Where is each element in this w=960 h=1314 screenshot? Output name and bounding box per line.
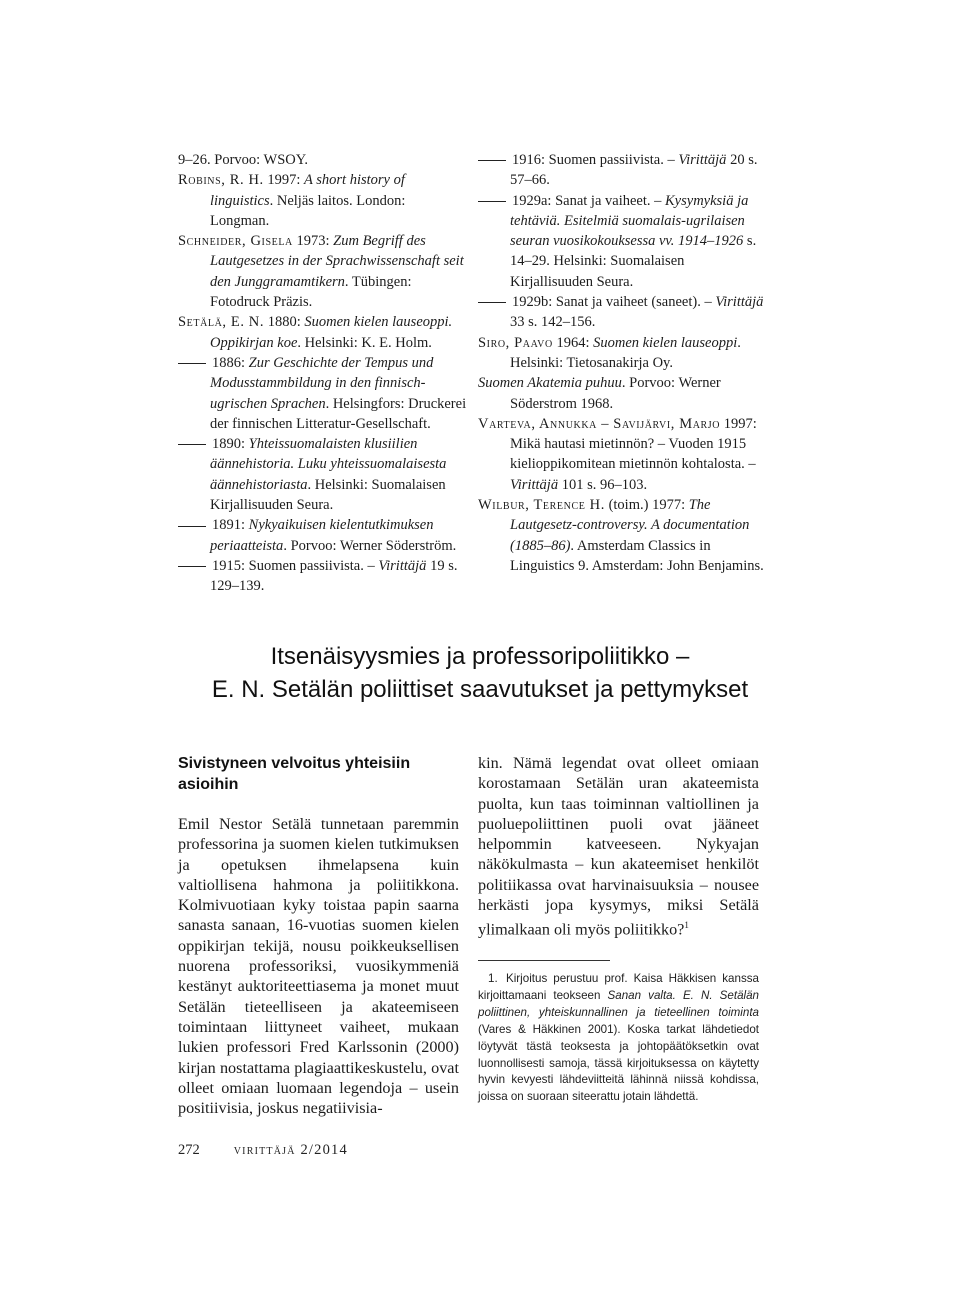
reference-text: 1880: (264, 314, 305, 331)
reference-entry (478, 150, 768, 191)
body-paragraph-right-text: kin. Nämä legendat ovat olleet omiaan korostamaan Setälän uran akateemista puolta, kun taas toiminnan valtiollinen ja puoluepoliittinen puoli ovat jääneet helpommin katveeseen. Nykyajan näkökulmasta – kun akateemiset henkilöt politiikassa ovat harvinaisuuksia – nousee herkästi jopa kysymys, miksi Setälä ylimalkaan oli myös poliitikko? (478, 754, 759, 939)
reference-author: Varteva, Annukka – Savijärvi, Marjo (478, 415, 721, 432)
reference-title: The Lautgesetz-controversy. A documentation (1885–86) (510, 497, 750, 554)
reference-text: 19 s. 129–139. (210, 557, 458, 595)
repeat-author-dash (478, 302, 506, 303)
reference-author: Robins, R. H. (178, 172, 264, 189)
repeat-author-dash (478, 201, 506, 202)
reference-text: . Amsterdam Classics in Linguistics 9. Amsterdam: John Benjamins. (510, 537, 764, 574)
reference-text: . Helsinki: Tietosanakirja Oy. (510, 334, 741, 371)
reference-entry (178, 312, 468, 353)
reference-text: 1891: (212, 517, 249, 534)
reference-text: . Helsinki: K. E. Holm. (297, 334, 432, 351)
reference-text: (toim.) 1977: (604, 497, 689, 514)
reference-title: Yhteissuomalaisten klusiilien äännehistoria. Luku yhteissuomalaisesta äännehistoriasta (210, 436, 447, 493)
reference-text: . Helsingfors: Druckerei der finnischen Litteratur-Gesellschaft. (210, 395, 467, 432)
reference-entry (478, 191, 768, 292)
references-right-column (478, 150, 768, 576)
reference-entry (178, 150, 468, 170)
reference-text: 101 s. 96–103. (558, 476, 648, 493)
reference-title: Virittäjä (715, 294, 764, 311)
reference-title: Virittäjä (510, 476, 559, 493)
article-title (130, 640, 830, 706)
article-title-line1: Itsenäisyysmies ja professoripoliitikko – (270, 643, 690, 670)
reference-text: . Tübingen: Fotodruck Präzis. (210, 273, 412, 311)
reference-title: A short history of linguistics (210, 172, 405, 209)
reference-text: 1973: (292, 233, 334, 250)
reference-text: 1964: (552, 334, 594, 351)
reference-text: . Porvoo: Werner Söderstrom 1968. (510, 375, 721, 412)
reference-text: 1997: Mikä hautasi mietinnön? – Vuoden 1915 kielioppikomitean mietinnön kohtalosta. – (510, 415, 757, 473)
reference-entry (178, 353, 468, 434)
reference-title: Virittäjä (378, 557, 427, 574)
footnote (478, 971, 759, 1106)
reference-title: Suomen Akatemia puhuu (478, 375, 622, 392)
reference-title: Virittäjä (678, 152, 727, 168)
body-paragraph-right (478, 753, 759, 940)
reference-text: . Helsinki: Suomalaisen Kirjallisuuden Seura. (210, 476, 446, 514)
page-number: 272 (178, 1142, 200, 1158)
reference-entry (478, 414, 768, 495)
footnote-text-b: (Vares & Häkkinen 2001). Koska tarkat lähdetiedot löytyvät tästä teoksesta ja johtopäätöksetkin ovat luonnollisesti samoja, tässä kirjoituksessa on käytetty hyvin kevyesti lähdeviitteitä lähinnä niissä kohdissa, joissa on suoraan siteerattu jotain lähdettä. (478, 1022, 759, 1104)
reference-text: s. 14–29. Helsinki: Suomalaisen Kirjallisuuden Seura. (510, 233, 757, 290)
reference-entry (178, 515, 468, 556)
body-paragraph-left: Emil Nestor Setälä tunnetaan paremmin professorina ja suomen kielen tutkimuksen ja opetuksen ihmelapsena kuin valtiollisena hahmona ja poliitikkona. Kolmivuotiaan kyky toistaa papin saarna sanasta sanaan, 16-vuotias suomen kielen oppikirjan tekijä, nousu poikkeuksellisen nuorena professoriksi, vuosikymmeniä kestänyt auktoriteettiasema ja monet muut Setälän tieteelliseen ja akateemiseen toimintaan liittyneet vaiheet, mukaan lukien professori Fred Karlssonin (2000) kirjan nostattama plagiaattikeskustelu, ovat olleet omiaan luomaan legendoja – usein positiivisia, joskus negatiivisia- (178, 815, 459, 1118)
reference-title: Zum Begriff des Lautgesetzes in der Sprachwissenschaft seit den Junggramamtikern (210, 233, 464, 290)
reference-text: 20 s. 57–66. (510, 152, 758, 189)
reference-title: Suomen kielen lauseoppi (593, 334, 738, 351)
reference-text: 33 s. 142–156. (510, 314, 596, 331)
repeat-author-dash (178, 363, 206, 364)
reference-entry (178, 556, 468, 597)
footnote-rule (478, 960, 610, 961)
references-left-column (178, 150, 468, 597)
reference-entry (178, 434, 468, 515)
page-footer (178, 1142, 348, 1159)
reference-author: Schneider, Gisela (178, 233, 293, 250)
reference-text: 9–26. Porvoo: WSOY. (178, 152, 308, 168)
reference-text: . Neljäs laitos. London: Longman. (210, 192, 406, 229)
footnote-cited-title: Sanan valta. E. N. Setälän poliittinen, yhteiskunnallinen ja tieteellinen toiminta (478, 988, 759, 1019)
reference-text: 1929b: Sanat ja vaiheet (saneet). – (512, 294, 716, 311)
repeat-author-dash (178, 566, 206, 567)
reference-author: Siro, Paavo (478, 334, 553, 351)
reference-text: . Porvoo: Werner Söderström. (283, 537, 457, 554)
article-title-line2: E. N. Setälän poliittiset saavutukset ja pettymykset (211, 676, 749, 703)
repeat-author-dash (478, 160, 506, 161)
reference-entry (178, 231, 468, 312)
journal-name: virittäjä 2/2014 (233, 1142, 348, 1158)
footnote-number: 1. (488, 972, 498, 985)
reference-title: Suomen kielen lauseoppi. Oppikirjan koe (210, 314, 453, 351)
reference-text: 1915: Suomen passiivista. – (212, 557, 379, 574)
repeat-author-dash (178, 526, 206, 527)
reference-text: 1916: Suomen passiivista. – (512, 152, 679, 168)
reference-entry (478, 373, 768, 414)
reference-entry (478, 495, 768, 576)
reference-title: Kysymyksiä ja tehtäviä. Esitelmiä suomalais-ugrilaisen seuran vuosikokouksessa vv. 1914–1926 (510, 192, 749, 250)
reference-entry (478, 292, 768, 333)
section-heading: Sivistyneen velvoitus yhteisiin asioihin (178, 755, 411, 793)
reference-author: Wilbur, Terence H. (478, 497, 605, 514)
reference-author: Setälä, E. N. (178, 314, 265, 331)
reference-entry (178, 170, 468, 231)
reference-title: Nykyaikuisen kielentutkimuksen periaatteista (210, 517, 434, 554)
reference-text: 1890: (212, 436, 249, 453)
reference-text: 1997: (263, 172, 305, 189)
repeat-author-dash (178, 444, 206, 445)
footnote-mark: 1 (684, 920, 689, 931)
reference-text: 1886: (212, 354, 249, 371)
reference-entry (478, 333, 768, 374)
footnote-text-a: Kirjoitus perustuu prof. Kaisa Häkkisen kanssa kirjoittamaani teokseen (478, 972, 759, 1002)
reference-title: Zur Geschichte der Tempus und Modusstammbildung in den finnisch-ugrischen Sprachen (210, 354, 434, 412)
reference-text: 1929a: Sanat ja vaiheet. – (512, 192, 666, 209)
